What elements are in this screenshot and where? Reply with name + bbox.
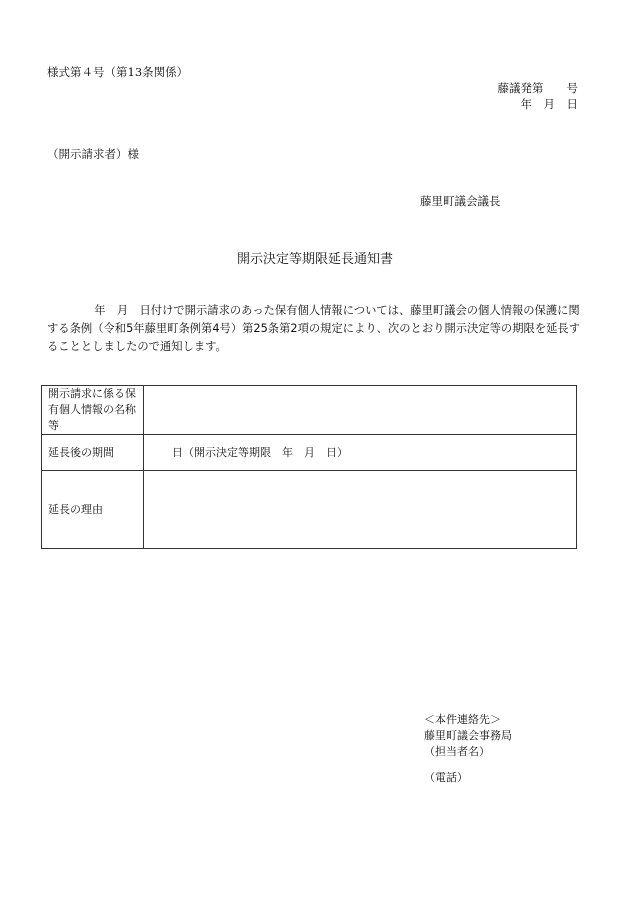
recipient: （開示請求者）様: [47, 147, 139, 161]
table-row: [42, 386, 577, 435]
info-table: [41, 385, 577, 549]
body-text: 年 月 日付けで開示請求のあった保有個人情報については、藤里町議会の個人情報の保護に関する条例（令和5年藤里町条例第4号）第25条第2項の規定により、次のとおり開示決定等の期限を延長することとしましたので通知します。: [47, 304, 581, 353]
row-label-info-name: 開示請求に係る保有個人情報の名称等: [42, 386, 144, 435]
document-title: 開示決定等期限延長通知書: [236, 252, 393, 267]
sender: 藤里町議会議長: [420, 194, 501, 208]
row-label-reason: 延長の理由: [42, 471, 144, 549]
contact-office: 藤里町議会事務局: [424, 729, 512, 742]
contact-person: （担当者名）: [424, 745, 490, 758]
row-value-info-name: [144, 386, 577, 435]
body-paragraph: [47, 302, 582, 356]
form-number: 様式第４号（第13条関係）: [47, 65, 189, 79]
row-value-extended-period: 日（開示決定等期限 年 月 日）: [144, 435, 577, 471]
row-label-extended-period: 延長後の期間: [42, 435, 144, 471]
issue-date: 年 月 日: [520, 97, 578, 111]
table-row: [42, 471, 577, 549]
row-value-reason: [144, 471, 577, 549]
reference-number: 藤議発第 号: [497, 81, 578, 95]
contact-heading: ＜本件連絡先＞: [424, 713, 501, 726]
contact-phone: （電話）: [424, 771, 468, 784]
table-row: [42, 435, 577, 471]
contact-block: [424, 712, 512, 786]
